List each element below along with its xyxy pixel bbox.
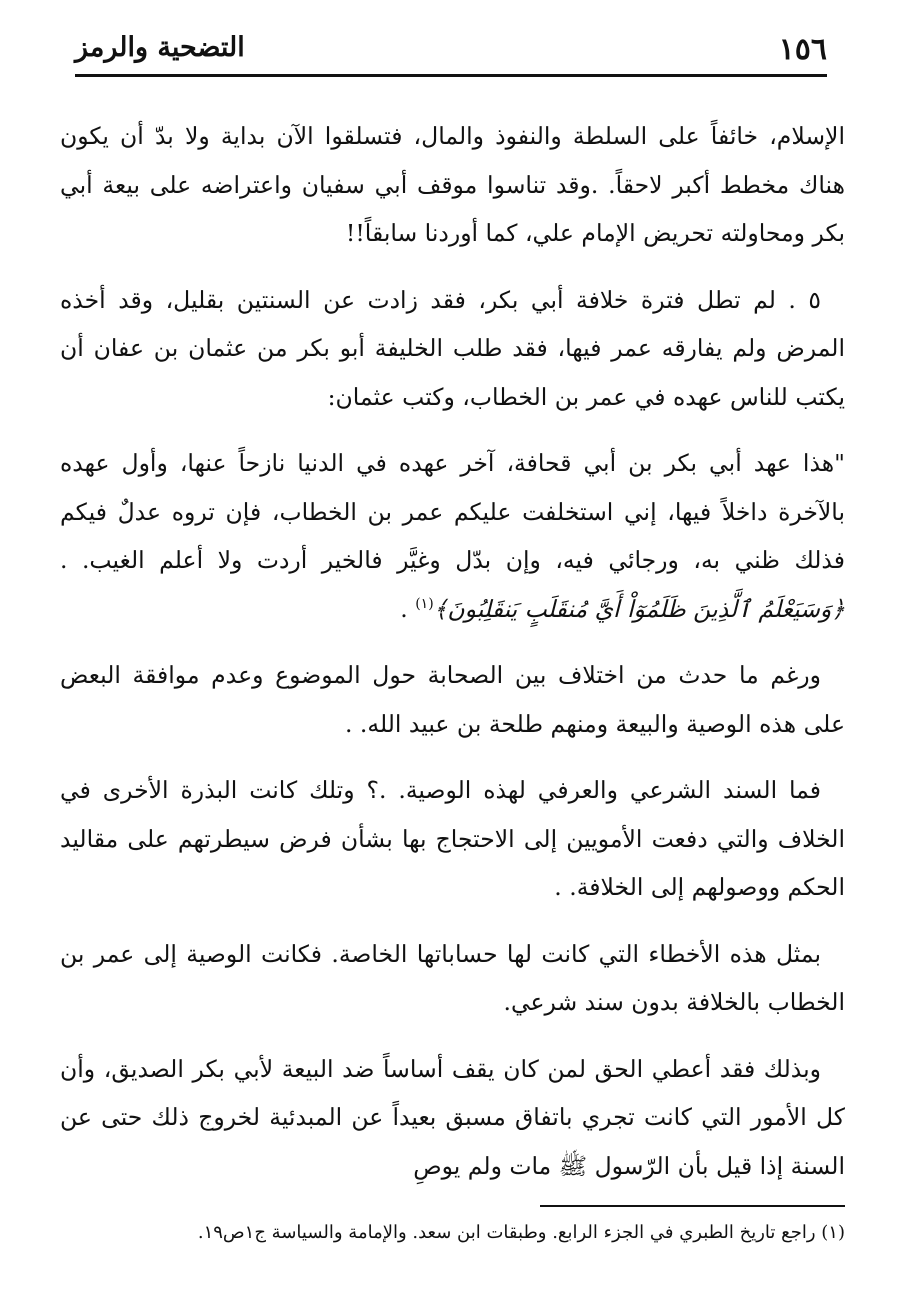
paragraph: ٥ . لم تطل فترة خلافة أبي بكر، فقد زادت عن السنتين بقليل، وقد أخذه المرض ولم يفارقه عمر فيها، فقد طلب الخليفة أبو بكر من عثمان بن عفان أن يكتب للناس عهده في عمر بن الخطاب، وكتب عثمان: [60,285,845,411]
paragraph: وبذلك فقد أعطي الحق لمن كان يقف أساساً ضد البيعة لأبي بكر الصديق، وأن كل الأمور التي كانت تجري باتفاق مسبق بعيداً عن المبدئية لخروج ذلك حتى عن السنة إذا قيل بأن الرّسول ﷺ مات ولم يوصِ [60,1054,845,1180]
body-text [60,112,845,1208]
header-rule [75,74,827,77]
paragraph: ورغم ما حدث من اختلاف بين الصحابة حول الموضوع وعدم موافقة البعض على هذه الوصية والبيعة ومنهم طلحة بن عبيد الله. . [60,661,845,738]
running-title: التضحية والرمز [75,32,245,63]
footnote-rule [540,1205,845,1207]
paragraph: الإسلام، خائفاً على السلطة والنفوذ والمال، فتسلقوا الآن بداية ولا بدّ أن يكون هناك مخطط أكبر لاحقاً. .وقد تناسوا موقف أبي سفيان واعتراضه على بيعة أبي بكر ومحاولته تحريض الإمام علي، كما أوردنا سابقاً!! [60,122,845,247]
page-header [75,28,827,76]
quran-verse: ﴿وَسَيَعْلَمُ ٱلَّذِينَ ظَلَمُوٓاْ أَيَّ مُنقَلَبٍ يَنقَلِبُونَ﴾ [433,594,845,623]
quotation-paragraph [60,439,845,633]
page-number: ١٥٦ [778,32,827,67]
footnote: (١) راجع تاريخ الطبري في الجزء الرابع. وطبقات ابن سعد. والإمامة والسياسة ج١ص١٩. [197,1222,845,1243]
quotation-end: . [400,594,408,623]
paragraph: فما السند الشرعي والعرفي لهذه الوصية. .؟ وتلك كانت البذرة الأخرى في الخلاف والتي دفعت الأمويين إلى الاحتجاج بها بشأن فرض سيطرتهم على مقاليد الحكم ووصولهم إلى الخلافة. . [60,776,845,901]
footnote-marker: (١) [415,595,434,612]
paragraph: بمثل هذه الأخطاء التي كانت لها حساباتها الخاصة. فكانت الوصية إلى عمر بن الخطاب بالخلافة بدون سند شرعي. [60,939,845,1016]
quotation-text: "هذا عهد أبي بكر بن أبي قحافة، آخر عهده في الدنيا نازحاً عنها، وأول عهده بالآخرة داخلاً فيها، إني استخلفت عليكم عمر بن الخطاب، فإن تروه عدلٌ فيكم فذلك ظني به، ورجائي فيه، وإن بدّل وغيَّر فالخير أردت ولا أعلم الغيب. . [60,449,845,574]
